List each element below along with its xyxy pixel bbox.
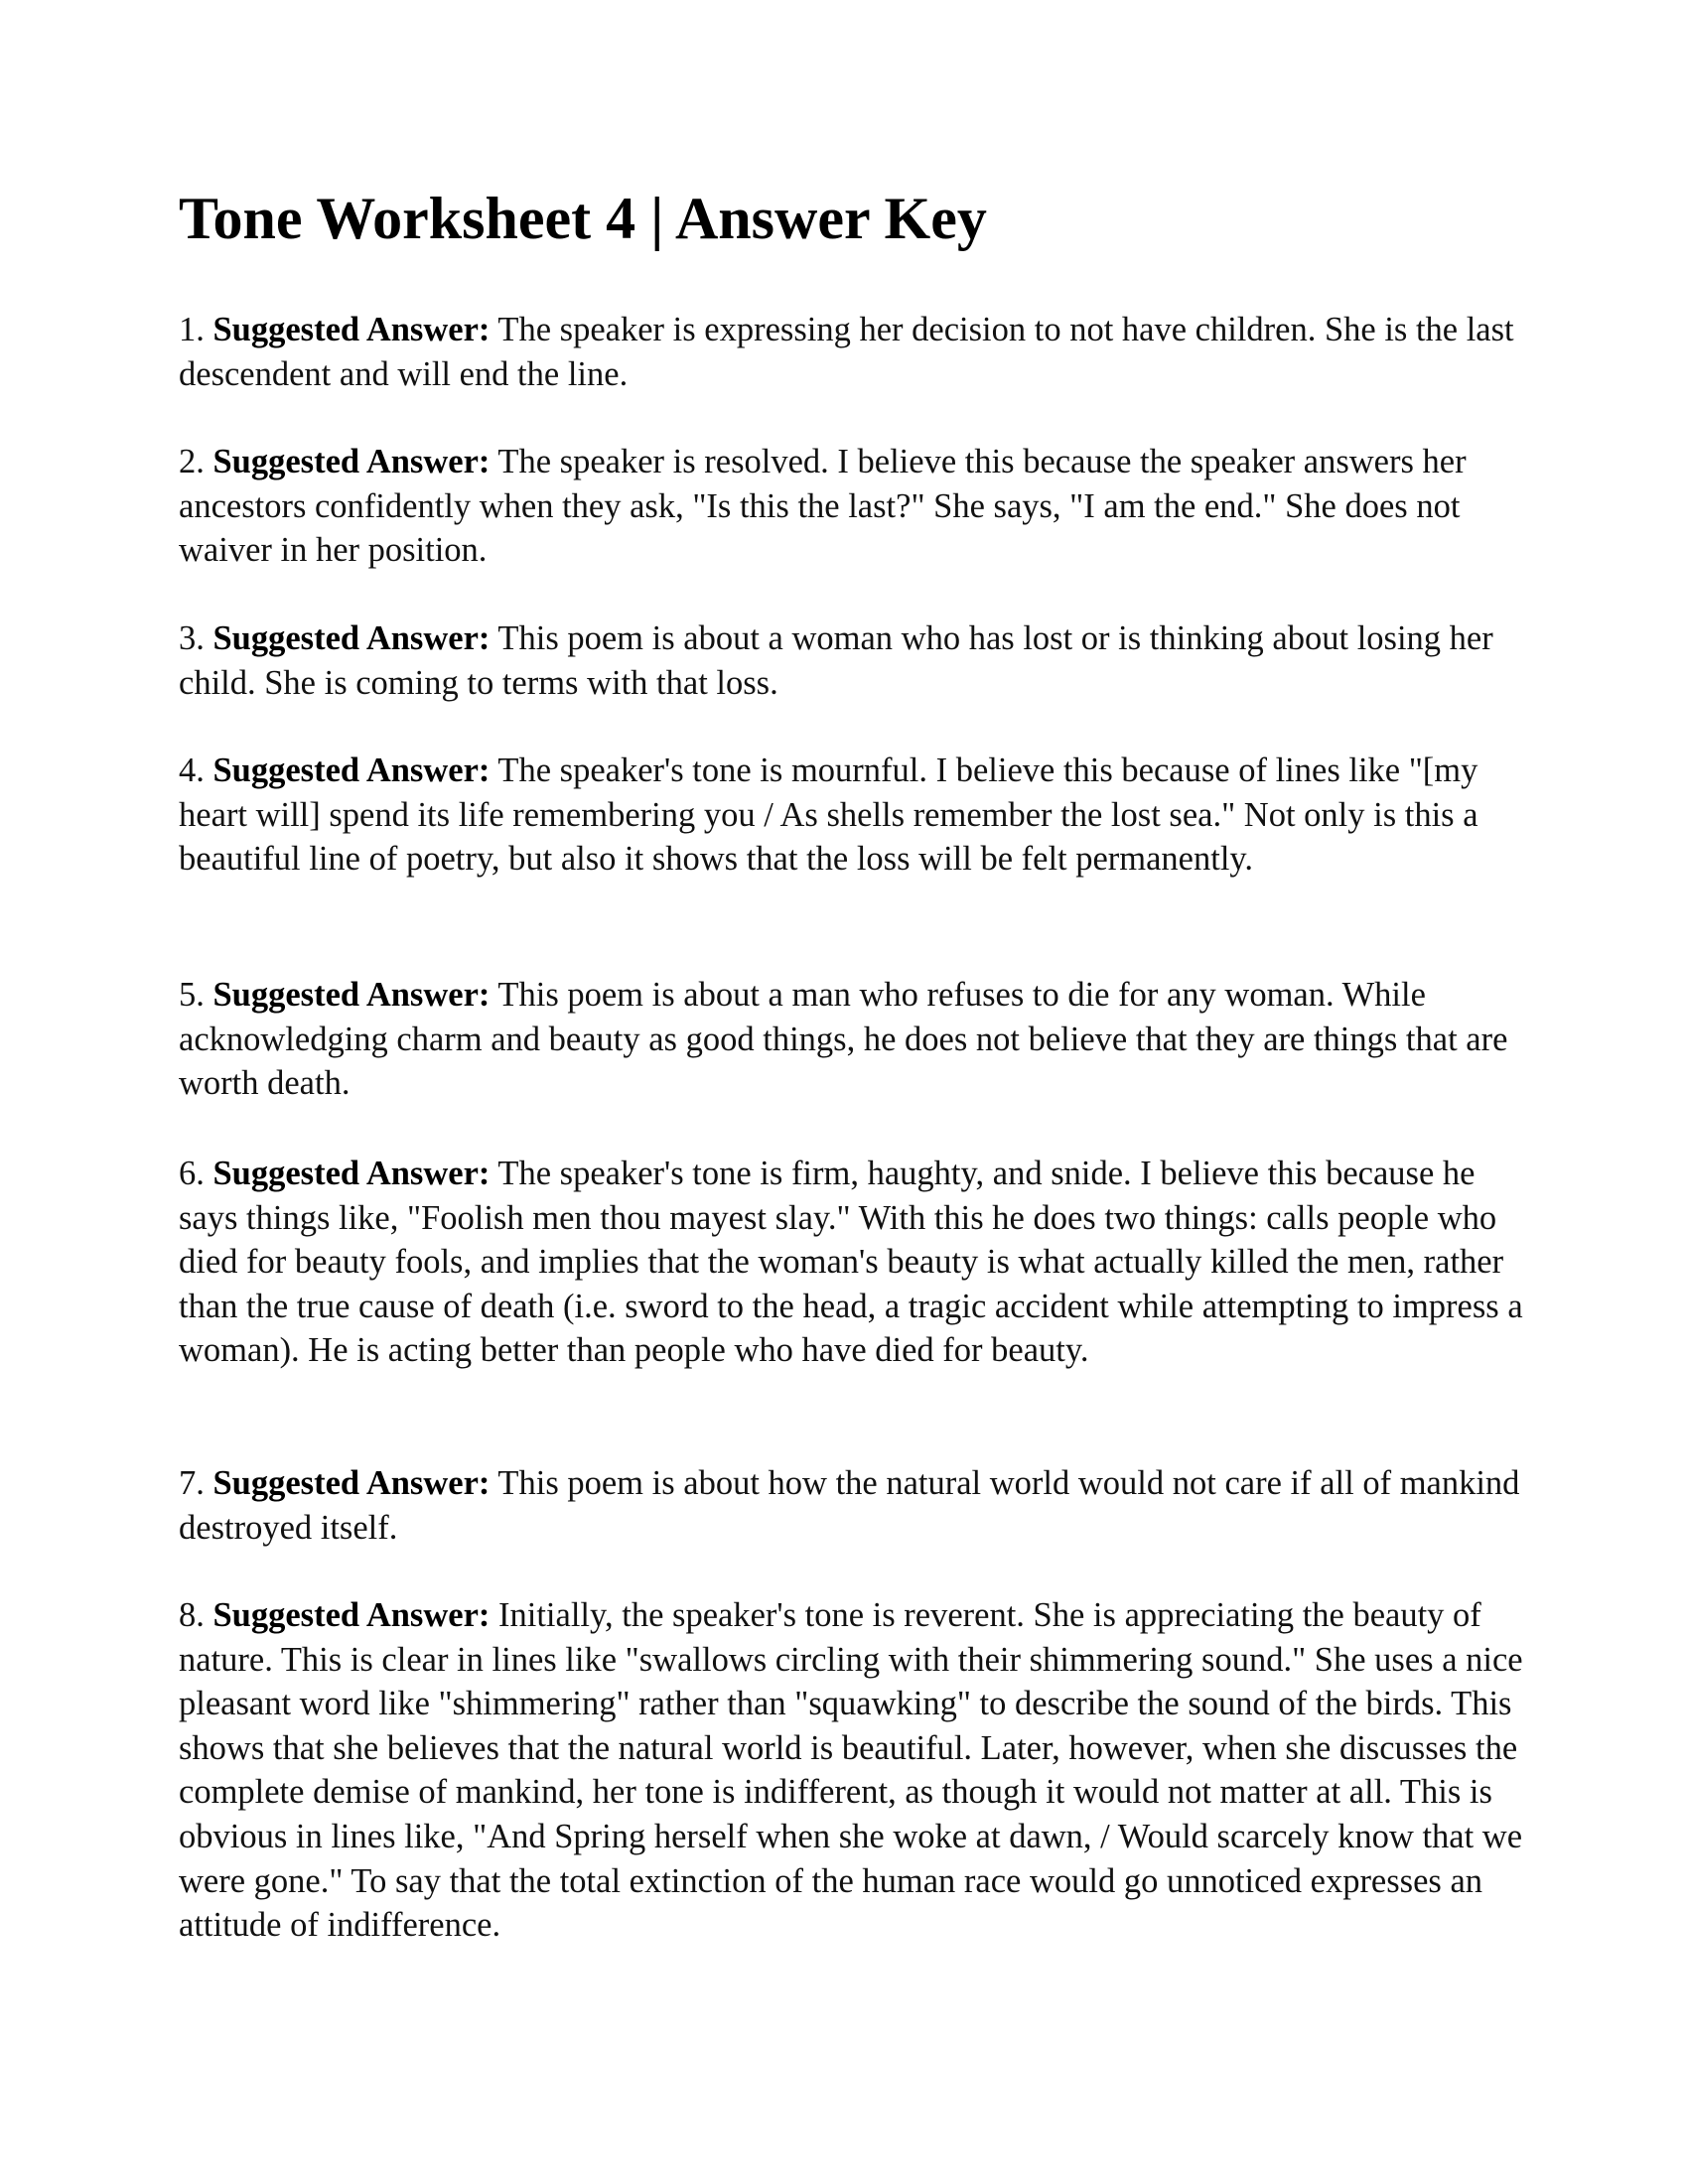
answer-5 <box>179 973 1529 1106</box>
answer-label: Suggested Answer: <box>212 1464 491 1502</box>
answer-label: Suggested Answer: <box>212 443 491 480</box>
answer-text: The speaker is expressing her decision to not have children. She is the last descendent and will end the line. <box>179 311 1514 393</box>
answer-number: 6. <box>179 1155 205 1192</box>
answer-text: This poem is about a woman who has lost or is thinking about losing her child. She is coming to terms with that loss. <box>179 619 1493 702</box>
answer-text: The speaker's tone is firm, haughty, and snide. I believe this because he says things like, "Foolish men thou mayest slay." With this he does two things: calls people who died for beauty fools, and implies that the woman's beauty is what actually killed the men, rather than the true cause of death (i.e. sword to the head, a tragic accident while attempting to impress a woman). He is acting better than people who have died for beauty. <box>179 1155 1523 1370</box>
answer-label: Suggested Answer: <box>212 311 491 348</box>
answer-number: 2. <box>179 443 205 480</box>
answer-number: 5. <box>179 976 205 1014</box>
answer-6 <box>179 1152 1529 1373</box>
answer-number: 8. <box>179 1596 205 1634</box>
answer-label: Suggested Answer: <box>212 1596 491 1634</box>
page-title: Tone Worksheet 4 | Answer Key <box>179 186 987 251</box>
answer-1 <box>179 308 1529 396</box>
answer-number: 4. <box>179 751 205 789</box>
answer-number: 1. <box>179 311 205 348</box>
answer-number: 3. <box>179 619 205 657</box>
answer-7 <box>179 1461 1529 1550</box>
answer-4 <box>179 749 1529 882</box>
answer-number: 7. <box>179 1464 205 1502</box>
answer-2 <box>179 440 1529 573</box>
answer-8 <box>179 1593 1529 1948</box>
answer-3 <box>179 616 1529 705</box>
answer-text: The speaker is resolved. I believe this because the speaker answers her ancestors confidently when they ask, "Is this the last?" She says, "I am the end." She does not waiver in her position. <box>179 443 1467 570</box>
answer-text: The speaker's tone is mournful. I believe this because of lines like "[my heart will] spend its life remembering you / As shells remember the lost sea." Not only is this a beautiful line of poetry, but also it shows that the loss will be felt permanently. <box>179 751 1478 879</box>
answer-label: Suggested Answer: <box>212 1155 491 1192</box>
answer-text: This poem is about a man who refuses to die for any woman. While acknowledging charm and beauty as good things, he does not believe that they are things that are worth death. <box>179 976 1508 1103</box>
answer-label: Suggested Answer: <box>212 976 491 1014</box>
answer-label: Suggested Answer: <box>212 751 491 789</box>
answer-label: Suggested Answer: <box>212 619 491 657</box>
answer-text: This poem is about how the natural world would not care if all of mankind destroyed itself. <box>179 1464 1520 1547</box>
answer-text: Initially, the speaker's tone is reverent. She is appreciating the beauty of nature. This is clear in lines like "swallows circling with their shimmering sound." She uses a nice pleasant word like "shimmering" rather than "squawking" to describe the sound of the birds. This shows that she believes that the natural world is beautiful. Later, however, when she discusses the complete demise of mankind, her tone is indifferent, as though it would not matter at all. This is obvious in lines like, "And Spring herself when she woke at dawn, / Would scarcely know that we were gone." To say that the total extinction of the human race would go unnoticed expresses an attitude of indifference. <box>179 1596 1523 1945</box>
